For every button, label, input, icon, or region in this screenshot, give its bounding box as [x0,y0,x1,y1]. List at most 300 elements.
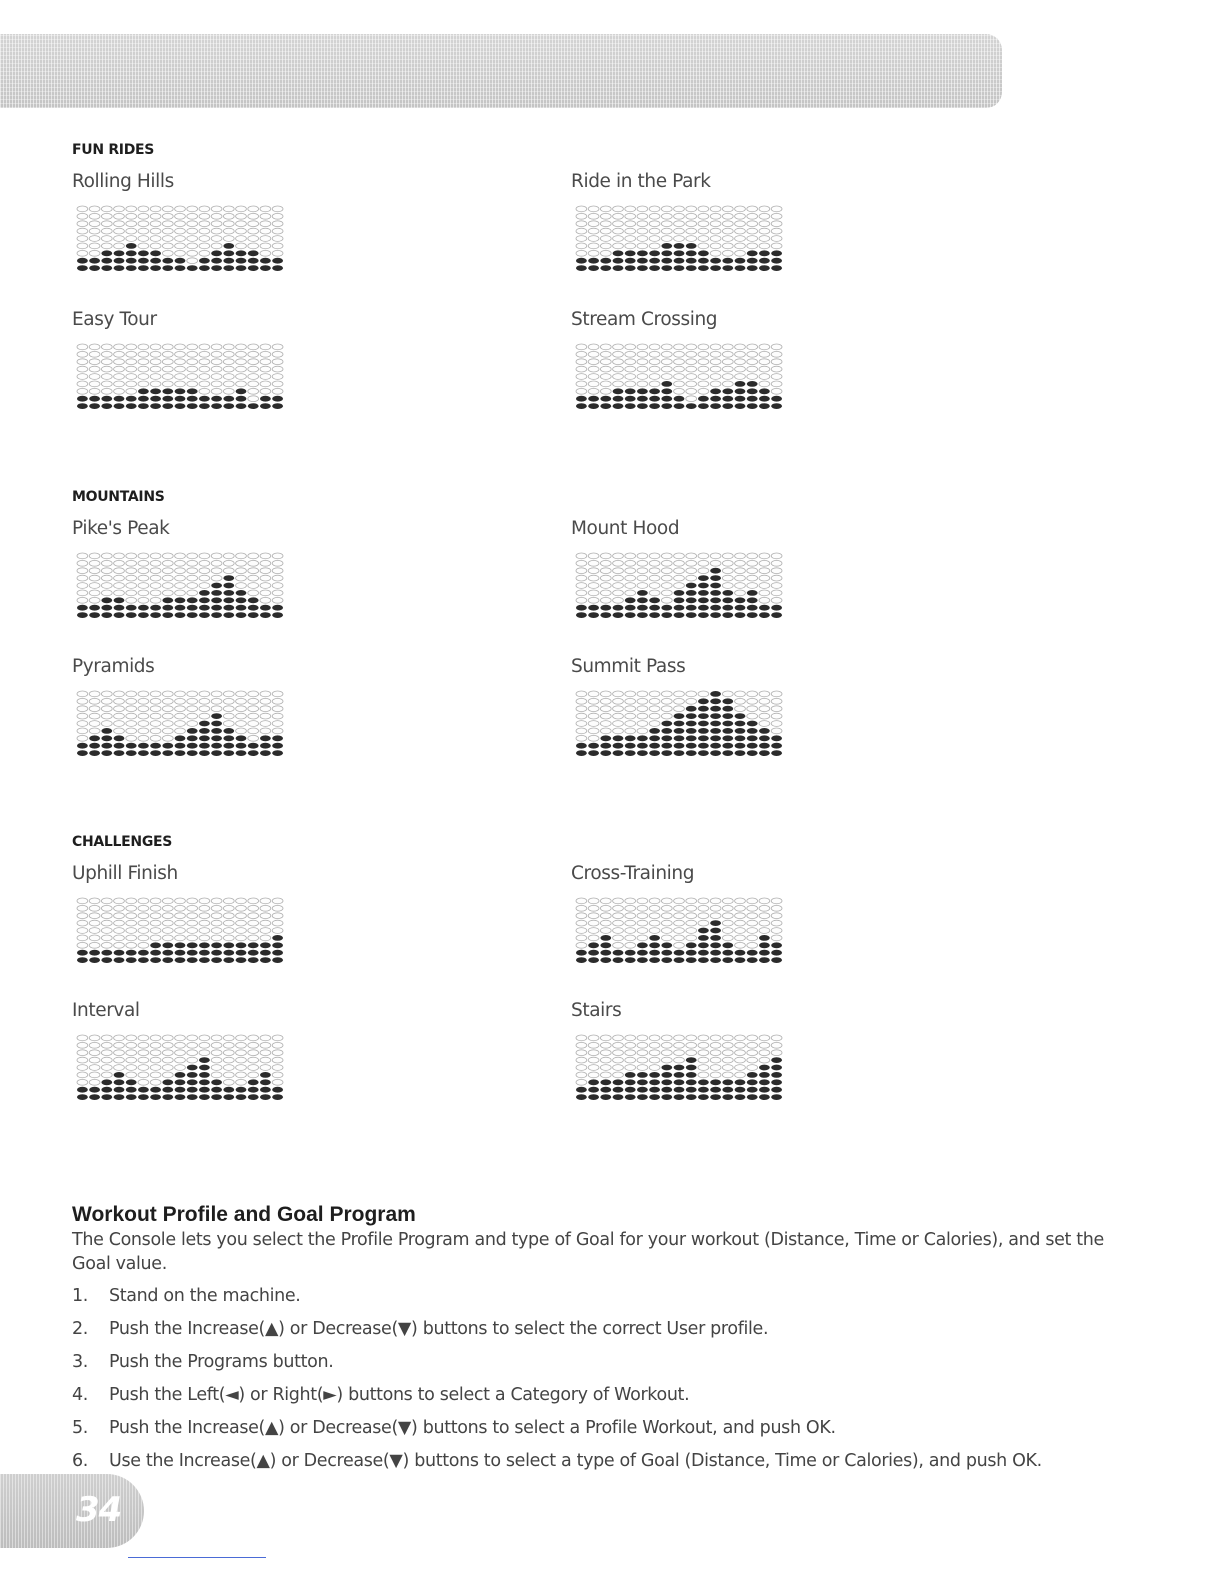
level-cell-on [649,743,660,749]
level-cell-off [138,691,149,697]
level-cell-on [674,1072,685,1078]
level-cell-off [735,575,746,581]
level-cell-off [613,905,624,911]
level-cell-off [187,258,198,264]
level-cell-off [114,905,125,911]
level-cell-off [101,583,112,589]
level-cell-on [649,258,660,264]
level-cell-off [747,928,758,934]
level-cell-on [175,743,186,749]
level-cell-off [588,236,599,242]
level-cell-on [138,250,149,256]
level-cell-on [576,1094,587,1100]
level-cell-off [272,913,283,919]
level-cell-on [722,396,733,402]
level-cell-off [236,568,247,574]
level-cell-on [771,258,782,264]
level-cell-off [686,374,697,380]
level-cell-off [211,898,222,904]
level-cell-off [613,935,624,941]
level-cell-off [272,213,283,219]
level-cell-off [759,228,770,234]
level-cell-on [199,942,210,948]
level-cell-on [735,597,746,603]
level-cell-off [576,928,587,934]
level-cell-off [211,1050,222,1056]
level-cell-off [89,583,100,589]
level-cell-on [686,403,697,409]
level-cell-off [126,228,137,234]
level-cell-off [89,1079,100,1085]
level-cell-on [150,250,161,256]
level-cell-off [600,1072,611,1078]
level-cell-off [162,1072,173,1078]
level-cell-off [625,713,636,719]
level-cell-on [686,1094,697,1100]
level-cell-on [674,735,685,741]
level-cell-off [89,713,100,719]
level-cell-off [613,721,624,727]
level-cell-off [187,553,198,559]
level-cell-off [722,553,733,559]
level-cell-off [771,213,782,219]
level-cell-on [223,396,234,402]
level-cell-off [248,396,259,402]
level-cell-off [576,568,587,574]
profile-mount-hood [571,518,831,621]
level-cell-on [747,957,758,963]
step-number: 3. [72,1352,88,1372]
level-cell-on [272,403,283,409]
level-cell-off [175,243,186,249]
level-cell-off [576,735,587,741]
level-cell-off [162,1035,173,1041]
level-cell-on [722,1087,733,1093]
level-cell-on [698,612,709,618]
level-cell-off [101,920,112,926]
profile-grid [575,689,785,759]
level-cell-off [89,553,100,559]
level-cell-on [101,728,112,734]
level-cell-off [272,898,283,904]
level-cell-on [735,612,746,618]
level-cell-on [187,605,198,611]
level-cell-off [138,706,149,712]
level-cell-on [710,950,721,956]
level-cell-off [260,221,271,227]
level-cell-on [89,605,100,611]
level-cell-on [199,750,210,756]
level-cell-off [101,366,112,372]
level-cell-off [759,597,770,603]
level-cell-off [600,575,611,581]
level-cell-on [686,950,697,956]
level-cell-off [674,1042,685,1048]
profile-grid [575,342,785,412]
level-cell-off [260,691,271,697]
level-cell-off [101,1042,112,1048]
level-cell-off [114,221,125,227]
level-cell-on [661,1065,672,1071]
level-cell-off [600,1050,611,1056]
level-cell-on [114,950,125,956]
level-cell-off [211,1072,222,1078]
level-cell-off [77,706,88,712]
level-cell-off [236,898,247,904]
level-cell-off [260,920,271,926]
level-cell-off [101,236,112,242]
level-cell-off [114,366,125,372]
profile-grid [76,1033,286,1103]
level-cell-off [625,1035,636,1041]
program-heading: Workout Profile and Goal Program [72,1203,416,1226]
level-cell-on [236,612,247,618]
level-cell-off [771,1035,782,1041]
level-cell-off [637,344,648,350]
level-cell-on [162,950,173,956]
level-cell-off [187,1035,198,1041]
level-cell-on [747,1087,758,1093]
level-cell-on [759,735,770,741]
level-cell-off [77,713,88,719]
level-cell-off [260,913,271,919]
level-cell-off [223,344,234,350]
level-cell-on [199,1087,210,1093]
level-cell-on [576,1087,587,1093]
level-cell-off [637,575,648,581]
level-cell-off [211,691,222,697]
level-cell-off [114,691,125,697]
level-cell-off [722,1057,733,1063]
level-cell-on [674,721,685,727]
level-cell-on [649,750,660,756]
level-cell-on [674,605,685,611]
level-cell-off [162,236,173,242]
level-cell-off [710,344,721,350]
level-cell-off [625,928,636,934]
level-cell-off [771,228,782,234]
level-cell-on [747,950,758,956]
level-cell-on [211,597,222,603]
level-cell-off [260,905,271,911]
level-cell-off [150,1079,161,1085]
level-cell-off [747,898,758,904]
level-cell-off [759,1042,770,1048]
level-cell-off [576,351,587,357]
level-cell-on [600,942,611,948]
level-cell-off [600,1042,611,1048]
level-cell-off [272,1079,283,1085]
level-cell-on [101,597,112,603]
level-cell-off [77,1050,88,1056]
level-cell-off [576,388,587,394]
level-cell-on [126,250,137,256]
level-cell-off [588,250,599,256]
level-cell-off [649,344,660,350]
level-cell-on [710,597,721,603]
level-cell-on [126,750,137,756]
level-cell-off [661,344,672,350]
level-cell-off [686,935,697,941]
level-cell-off [588,597,599,603]
profile-label: Easy Tour [72,309,157,330]
level-cell-off [637,721,648,727]
level-cell-on [175,1072,186,1078]
level-cell-off [126,590,137,596]
level-cell-on [162,605,173,611]
level-cell-off [649,221,660,227]
level-cell-on [77,950,88,956]
level-cell-on [223,1087,234,1093]
level-cell-on [759,258,770,264]
level-cell-off [236,381,247,387]
step-number: 2. [72,1319,88,1339]
level-cell-on [710,1094,721,1100]
level-cell-on [199,265,210,271]
level-cell-on [722,721,733,727]
level-cell-off [114,1035,125,1041]
level-cell-off [162,213,173,219]
level-cell-on [722,735,733,741]
level-cell-off [686,560,697,566]
level-cell-off [649,560,660,566]
level-cell-off [260,250,271,256]
level-cell-off [698,221,709,227]
profile-cross-training [571,863,831,966]
level-cell-on [211,957,222,963]
level-cell-off [272,560,283,566]
level-cell-on [223,265,234,271]
level-cell-off [272,381,283,387]
level-cell-on [588,1094,599,1100]
level-cell-off [625,359,636,365]
level-cell-off [747,935,758,941]
level-cell-off [674,560,685,566]
level-cell-off [661,366,672,372]
level-cell-off [771,928,782,934]
level-cell-off [649,898,660,904]
level-cell-off [126,913,137,919]
level-cell-on [588,1087,599,1093]
level-cell-on [248,750,259,756]
level-cell-on [260,942,271,948]
profile-pyramids [72,656,332,759]
level-cell-off [771,366,782,372]
level-cell-off [649,1042,660,1048]
level-cell-on [649,957,660,963]
level-cell-off [710,351,721,357]
level-cell-off [613,1035,624,1041]
level-cell-off [77,913,88,919]
level-cell-off [223,381,234,387]
level-cell-off [126,560,137,566]
level-cell-on [735,950,746,956]
level-cell-off [126,583,137,589]
level-cell-off [187,721,198,727]
level-cell-on [722,265,733,271]
level-cell-off [150,698,161,704]
level-cell-on [698,728,709,734]
level-cell-on [698,935,709,941]
level-cell-off [747,920,758,926]
level-cell-on [674,1087,685,1093]
level-cell-off [759,898,770,904]
level-cell-off [138,920,149,926]
level-cell-off [175,236,186,242]
level-cell-off [126,721,137,727]
level-cell-on [625,1072,636,1078]
level-cell-off [661,560,672,566]
level-cell-off [759,1050,770,1056]
level-cell-on [175,735,186,741]
header-band [0,34,1002,108]
level-cell-on [637,403,648,409]
level-cell-on [698,950,709,956]
level-cell-on [150,750,161,756]
level-cell-off [187,935,198,941]
level-cell-off [114,568,125,574]
level-cell-off [211,366,222,372]
level-cell-off [710,206,721,212]
level-cell-off [272,1072,283,1078]
level-cell-on [114,250,125,256]
level-cell-off [236,213,247,219]
level-cell-on [747,728,758,734]
level-cell-off [649,575,660,581]
level-cell-on [114,265,125,271]
level-cell-off [223,560,234,566]
level-cell-off [759,905,770,911]
level-cell-off [637,583,648,589]
level-cell-on [625,388,636,394]
level-cell-off [600,568,611,574]
level-cell-off [199,213,210,219]
level-cell-off [199,898,210,904]
level-cell-on [175,957,186,963]
level-cell-off [126,935,137,941]
level-cell-off [89,381,100,387]
level-cell-on [698,583,709,589]
level-cell-on [101,950,112,956]
level-cell-off [199,706,210,712]
level-cell-off [138,236,149,242]
level-cell-off [248,228,259,234]
level-cell-off [114,898,125,904]
level-cell-on [211,583,222,589]
level-cell-off [771,221,782,227]
level-cell-on [236,590,247,596]
level-cell-on [77,258,88,264]
level-cell-off [236,1057,247,1063]
level-cell-off [77,1035,88,1041]
level-cell-off [101,1035,112,1041]
level-cell-off [674,213,685,219]
level-cell-off [223,1079,234,1085]
level-cell-on [138,950,149,956]
level-cell-off [637,553,648,559]
level-cell-on [248,957,259,963]
level-cell-off [747,1042,758,1048]
level-cell-off [114,935,125,941]
level-cell-off [625,728,636,734]
level-cell-on [199,1079,210,1085]
level-cell-on [722,1079,733,1085]
level-cell-off [661,1050,672,1056]
level-cell-on [77,612,88,618]
level-cell-off [710,1065,721,1071]
level-cell-off [576,344,587,350]
level-cell-off [199,1035,210,1041]
level-cell-off [588,221,599,227]
level-cell-off [89,898,100,904]
level-cell-off [77,236,88,242]
level-cell-off [89,250,100,256]
level-cell-on [260,612,271,618]
level-cell-on [771,612,782,618]
level-cell-off [661,913,672,919]
level-cell-on [126,605,137,611]
step-number: 1. [72,1286,88,1306]
level-cell-off [613,713,624,719]
level-cell-off [162,898,173,904]
level-cell-off [649,351,660,357]
level-cell-off [600,920,611,926]
level-cell-off [710,236,721,242]
level-cell-off [613,351,624,357]
level-cell-off [625,721,636,727]
level-cell-off [260,388,271,394]
level-cell-off [199,228,210,234]
level-cell-off [637,1065,648,1071]
level-cell-on [162,942,173,948]
level-cell-off [576,560,587,566]
level-cell-on [600,258,611,264]
level-cell-off [674,553,685,559]
level-cell-off [674,1050,685,1056]
level-cell-off [272,905,283,911]
section-title-fun-rides: FUN RIDES [72,142,155,158]
level-cell-on [747,396,758,402]
level-cell-on [747,265,758,271]
level-cell-off [175,1065,186,1071]
level-cell-off [722,351,733,357]
level-cell-off [661,928,672,934]
level-cell-off [77,898,88,904]
level-cell-off [722,250,733,256]
level-cell-off [698,568,709,574]
level-cell-off [211,920,222,926]
level-cell-off [162,905,173,911]
level-cell-on [150,265,161,271]
level-cell-on [613,735,624,741]
level-cell-off [199,691,210,697]
level-cell-off [686,575,697,581]
level-cell-off [260,560,271,566]
level-cell-off [138,905,149,911]
level-cell-off [211,381,222,387]
level-cell-off [649,374,660,380]
level-cell-on [600,396,611,402]
level-cell-off [625,1050,636,1056]
level-cell-off [661,374,672,380]
section-title-mountains: MOUNTAINS [72,489,165,505]
level-cell-on [686,265,697,271]
level-cell-off [735,698,746,704]
level-cell-off [674,236,685,242]
level-cell-off [77,1065,88,1071]
level-cell-off [175,698,186,704]
level-cell-on [759,265,770,271]
